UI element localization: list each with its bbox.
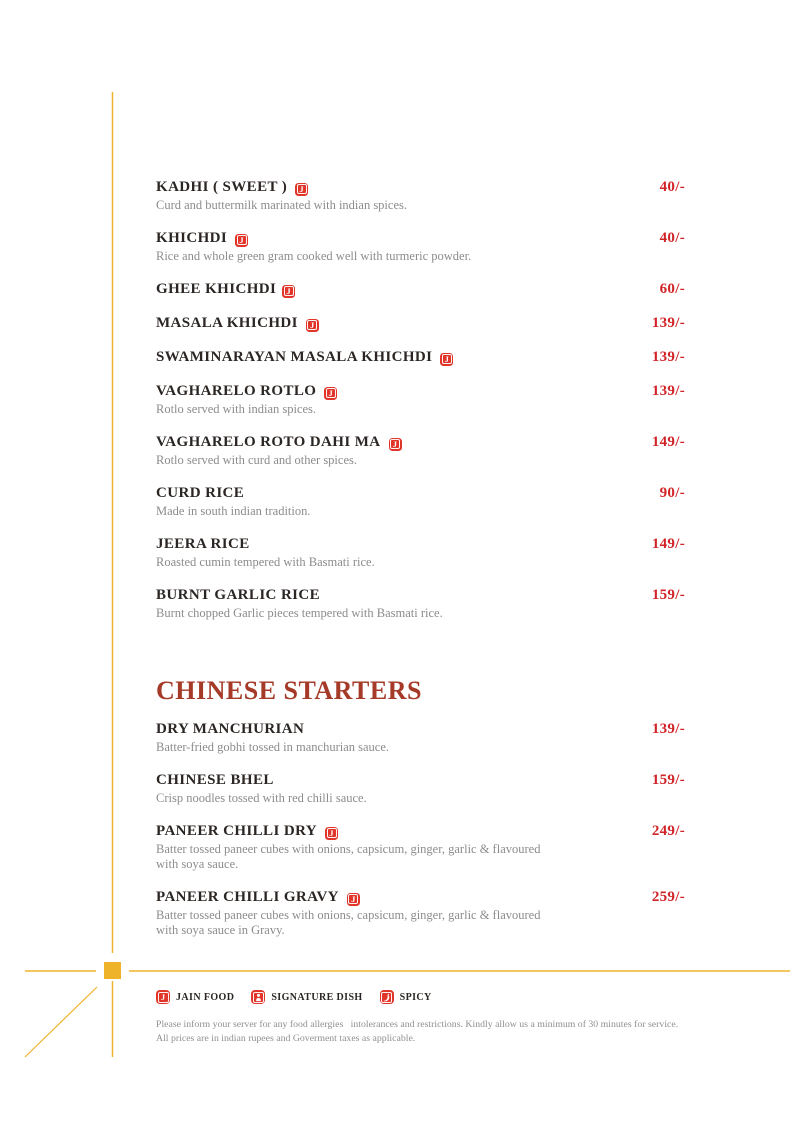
jain-food-icon: J bbox=[156, 990, 170, 1004]
section-header-chinese-starters: CHINESE STARTERS bbox=[156, 676, 422, 705]
item-description: Burnt chopped Garlic pieces tempered with Basmati rice. bbox=[156, 606, 443, 620]
item-description: Batter tossed paneer cubes with onions, capsicum, ginger, garlic & flavoured with soya sauce in Gravy. bbox=[156, 908, 541, 937]
item-price: 159/- bbox=[651, 772, 685, 788]
item-name: DRY MANCHURIAN bbox=[156, 721, 305, 737]
item-name: CURD RICE bbox=[156, 485, 245, 501]
item-description: Rotlo served with curd and other spices. bbox=[156, 453, 357, 467]
item-description: Rice and whole green gram cooked well with turmeric powder. bbox=[156, 249, 472, 263]
legend bbox=[156, 990, 756, 1004]
item-description: Rotlo served with indian spices. bbox=[156, 402, 317, 416]
legend-label: JAIN FOOD bbox=[176, 991, 235, 1003]
menu-item-vagharelo-roto-dahi-ma bbox=[156, 433, 685, 468]
menu-item-ghee-khichdi bbox=[156, 280, 685, 298]
menu-item-chinese-bhel bbox=[156, 771, 685, 806]
menu-item-kadhi-sweet bbox=[156, 178, 685, 213]
item-name: VAGHARELO ROTLO J bbox=[156, 382, 337, 400]
item-price: 40/- bbox=[659, 230, 685, 246]
item-name: KADHI ( SWEET ) J bbox=[156, 178, 308, 196]
legend-label: SPICY bbox=[399, 991, 432, 1003]
jain-icon: J bbox=[347, 893, 360, 906]
item-description: Batter-fried gobhi tossed in manchurian sauce. bbox=[156, 740, 390, 754]
item-price: 149/- bbox=[651, 536, 685, 552]
menu-content bbox=[156, 178, 685, 954]
menu-item-paneer-chilli-gravy bbox=[156, 888, 685, 938]
item-price: 90/- bbox=[659, 485, 685, 501]
item-price: 149/- bbox=[651, 434, 685, 450]
item-price: 139/- bbox=[651, 315, 685, 331]
item-description: Batter tossed paneer cubes with onions, capsicum, ginger, garlic & flavoured with soya sauce. bbox=[156, 842, 541, 871]
item-price: 139/- bbox=[651, 349, 685, 365]
item-name: GHEE KHICHDI J bbox=[156, 280, 295, 298]
menu-item-dry-manchurian bbox=[156, 720, 685, 755]
jain-icon: J bbox=[282, 285, 295, 298]
item-price: 40/- bbox=[659, 179, 685, 195]
menu-item-vagharelo-rotlo bbox=[156, 382, 685, 417]
menu-item-khichdi bbox=[156, 229, 685, 264]
jain-icon: J bbox=[389, 438, 402, 451]
item-name: PANEER CHILLI GRAVY J bbox=[156, 888, 360, 906]
disclaimer-line-1: Please inform your server for any food allergies intolerances and restrictions. Kindly allow us a minimum of 30 minutes for service. bbox=[156, 1019, 679, 1030]
menu-footer bbox=[156, 990, 756, 1045]
menu-item-swaminarayan-masala-khichdi bbox=[156, 348, 685, 366]
item-name: CHINESE BHEL bbox=[156, 772, 274, 788]
menu-item-burnt-garlic-rice bbox=[156, 586, 685, 621]
disclaimer-line-2: All prices are in indian rupees and Goverment taxes as applicable. bbox=[156, 1032, 416, 1044]
jain-icon: J bbox=[306, 319, 319, 332]
menu-item-curd-rice bbox=[156, 484, 685, 519]
signature-dish-icon bbox=[251, 990, 265, 1004]
legend-signature-dish bbox=[251, 990, 362, 1004]
gold-square bbox=[104, 962, 121, 979]
jain-icon: J bbox=[324, 387, 337, 400]
jain-icon: J bbox=[235, 234, 248, 247]
spicy-icon bbox=[380, 990, 394, 1004]
item-name: MASALA KHICHDI J bbox=[156, 314, 319, 332]
legend-spicy bbox=[380, 990, 432, 1004]
item-price: 259/- bbox=[651, 889, 685, 905]
item-price: 159/- bbox=[651, 587, 685, 603]
legend-jain-food bbox=[156, 990, 234, 1004]
menu-item-masala-khichdi bbox=[156, 314, 685, 332]
menu-item-jeera-rice bbox=[156, 535, 685, 570]
jain-icon: J bbox=[295, 183, 308, 196]
item-price: 249/- bbox=[651, 823, 685, 839]
item-description: Crisp noodles tossed with red chilli sauce. bbox=[156, 791, 367, 805]
item-price: 139/- bbox=[651, 383, 685, 399]
item-name: SWAMINARAYAN MASALA KHICHDI J bbox=[156, 348, 453, 366]
jain-icon: J bbox=[325, 827, 338, 840]
item-name: JEERA RICE bbox=[156, 536, 250, 552]
item-name: BURNT GARLIC RICE bbox=[156, 587, 321, 603]
legend-label: SIGNATURE DISH bbox=[271, 991, 363, 1003]
disclaimer bbox=[156, 1018, 756, 1045]
menu-item-paneer-chilli-dry bbox=[156, 822, 685, 872]
item-description: Roasted cumin tempered with Basmati rice. bbox=[156, 555, 375, 569]
item-name: KHICHDI J bbox=[156, 229, 248, 247]
item-description: Made in south indian tradition. bbox=[156, 504, 311, 518]
item-price: 60/- bbox=[659, 281, 685, 297]
item-name: VAGHARELO ROTO DAHI MA J bbox=[156, 433, 402, 451]
item-name: PANEER CHILLI DRY J bbox=[156, 822, 338, 840]
item-price: 139/- bbox=[651, 721, 685, 737]
item-description: Curd and buttermilk marinated with indian spices. bbox=[156, 198, 407, 212]
jain-icon: J bbox=[440, 353, 453, 366]
